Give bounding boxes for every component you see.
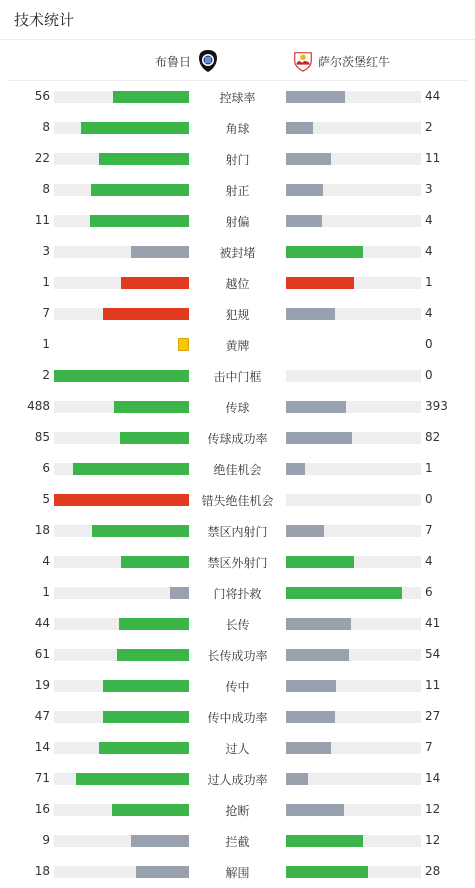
stats-list bbox=[0, 81, 475, 887]
stat-label: 拦截 bbox=[225, 835, 250, 849]
away-value: 7 bbox=[425, 523, 433, 537]
away-value: 4 bbox=[425, 306, 433, 320]
away-value: 12 bbox=[425, 833, 441, 847]
away-bar bbox=[286, 587, 402, 599]
away-bar-track bbox=[286, 494, 421, 506]
home-value: 11 bbox=[34, 213, 50, 227]
stat-label: 传球成功率 bbox=[207, 432, 268, 446]
stat-label: 传中成功率 bbox=[207, 711, 268, 725]
stat-row bbox=[0, 267, 475, 298]
stat-label: 传球 bbox=[225, 401, 250, 415]
home-value: 3 bbox=[42, 244, 50, 258]
home-bar-track bbox=[54, 215, 189, 227]
stat-label: 禁区外射门 bbox=[207, 556, 268, 570]
stat-row bbox=[0, 515, 475, 546]
away-bar-track bbox=[286, 866, 421, 878]
stat-label: 长传成功率 bbox=[207, 649, 268, 663]
away-value: 2 bbox=[425, 120, 433, 134]
away-bar-track bbox=[286, 246, 421, 258]
home-bar-track bbox=[54, 463, 189, 475]
stat-label: 过人 bbox=[225, 742, 250, 756]
away-bar-track bbox=[286, 680, 421, 692]
home-bar-track bbox=[54, 618, 189, 630]
away-bar bbox=[286, 463, 305, 475]
home-value: 8 bbox=[42, 182, 50, 196]
home-bar-track bbox=[54, 711, 189, 723]
away-bar-track bbox=[286, 525, 421, 537]
away-bar-track bbox=[286, 649, 421, 661]
away-bar bbox=[286, 711, 335, 723]
stat-row bbox=[0, 298, 475, 329]
away-value: 11 bbox=[425, 678, 441, 692]
home-bar-track bbox=[54, 556, 189, 568]
away-bar bbox=[286, 556, 354, 568]
away-value: 44 bbox=[425, 89, 441, 103]
home-bar-track bbox=[54, 91, 189, 103]
home-value: 8 bbox=[42, 120, 50, 134]
home-bar-track bbox=[54, 525, 189, 537]
stat-row bbox=[0, 422, 475, 453]
away-bar-track bbox=[286, 432, 421, 444]
away-team[interactable] bbox=[292, 49, 390, 73]
away-value: 14 bbox=[425, 771, 441, 785]
stat-row bbox=[0, 453, 475, 484]
stat-label: 被封堵 bbox=[219, 246, 256, 260]
club-brugge-crest-icon bbox=[197, 49, 219, 73]
stat-label: 控球率 bbox=[219, 91, 256, 105]
away-bar bbox=[286, 432, 352, 444]
stat-label: 门将扑救 bbox=[213, 587, 262, 601]
stat-label: 错失绝佳机会 bbox=[201, 494, 274, 508]
stat-row bbox=[0, 236, 475, 267]
stat-row bbox=[0, 670, 475, 701]
stat-row bbox=[0, 391, 475, 422]
stat-row bbox=[0, 329, 475, 360]
away-value: 1 bbox=[425, 275, 433, 289]
home-bar bbox=[73, 463, 189, 475]
home-value: 5 bbox=[42, 492, 50, 506]
home-value: 44 bbox=[34, 616, 50, 630]
away-bar bbox=[286, 246, 363, 258]
home-bar bbox=[76, 773, 189, 785]
away-bar-track bbox=[286, 556, 421, 568]
home-value: 61 bbox=[34, 647, 50, 661]
away-value: 28 bbox=[425, 864, 441, 878]
away-team-name: 萨尔茨堡红牛 bbox=[318, 54, 391, 69]
home-bar bbox=[117, 649, 189, 661]
home-bar bbox=[81, 122, 189, 134]
home-value: 18 bbox=[34, 864, 50, 878]
home-value: 71 bbox=[34, 771, 50, 785]
home-bar-track bbox=[54, 277, 189, 289]
away-value: 0 bbox=[425, 368, 433, 382]
home-value: 16 bbox=[34, 802, 50, 816]
teams-bar bbox=[8, 41, 467, 81]
stat-label: 黄牌 bbox=[225, 339, 250, 353]
home-value: 47 bbox=[34, 709, 50, 723]
home-bar bbox=[103, 308, 189, 320]
home-bar-track bbox=[54, 153, 189, 165]
stat-label: 射门 bbox=[225, 153, 250, 167]
away-bar bbox=[286, 618, 351, 630]
home-bar bbox=[170, 587, 189, 599]
stat-label: 角球 bbox=[225, 122, 250, 136]
away-bar bbox=[286, 773, 308, 785]
page-title: 技术统计 bbox=[14, 11, 75, 29]
stat-label: 犯规 bbox=[225, 308, 250, 322]
home-bar-track bbox=[54, 773, 189, 785]
away-value: 4 bbox=[425, 554, 433, 568]
stat-label: 抢断 bbox=[225, 804, 250, 818]
away-value: 6 bbox=[425, 585, 433, 599]
away-bar-track bbox=[286, 91, 421, 103]
away-bar bbox=[286, 525, 324, 537]
stat-row bbox=[0, 112, 475, 143]
away-bar-track bbox=[286, 215, 421, 227]
away-bar bbox=[286, 680, 336, 692]
away-value: 7 bbox=[425, 740, 433, 754]
home-bar bbox=[99, 153, 189, 165]
home-bar-track bbox=[54, 432, 189, 444]
home-value: 6 bbox=[42, 461, 50, 475]
stat-label: 过人成功率 bbox=[207, 773, 268, 787]
home-bar-track bbox=[54, 742, 189, 754]
home-value: 19 bbox=[34, 678, 50, 692]
home-bar-track bbox=[54, 494, 189, 506]
stat-row bbox=[0, 639, 475, 670]
home-value: 85 bbox=[34, 430, 50, 444]
away-bar-track bbox=[286, 122, 421, 134]
home-bar-track bbox=[54, 184, 189, 196]
home-bar-track bbox=[54, 370, 189, 382]
home-bar bbox=[121, 277, 189, 289]
away-bar bbox=[286, 649, 349, 661]
home-value: 56 bbox=[34, 89, 50, 103]
away-bar bbox=[286, 308, 335, 320]
stat-row bbox=[0, 577, 475, 608]
stat-row bbox=[0, 143, 475, 174]
home-value: 4 bbox=[42, 554, 50, 568]
home-bar bbox=[92, 525, 189, 537]
home-bar bbox=[119, 618, 189, 630]
page-header bbox=[0, 0, 475, 40]
stat-label: 击中门框 bbox=[213, 370, 262, 384]
away-value: 1 bbox=[425, 461, 433, 475]
stat-row bbox=[0, 546, 475, 577]
stat-label: 长传 bbox=[225, 618, 250, 632]
home-bar bbox=[120, 432, 189, 444]
away-bar bbox=[286, 866, 368, 878]
away-bar bbox=[286, 153, 331, 165]
stat-label: 射偏 bbox=[225, 215, 250, 229]
home-bar bbox=[114, 401, 189, 413]
home-bar-track bbox=[54, 122, 189, 134]
stat-label: 绝佳机会 bbox=[213, 463, 262, 477]
stat-row bbox=[0, 794, 475, 825]
stat-row bbox=[0, 856, 475, 887]
away-bar-track bbox=[286, 184, 421, 196]
home-team-name: 布鲁日 bbox=[154, 54, 191, 69]
home-value: 2 bbox=[42, 368, 50, 382]
away-bar bbox=[286, 184, 323, 196]
home-bar bbox=[54, 370, 189, 382]
away-bar-track bbox=[286, 277, 421, 289]
stat-label: 射正 bbox=[225, 184, 250, 198]
home-value: 1 bbox=[42, 585, 50, 599]
home-bar bbox=[136, 866, 189, 878]
home-bar-track bbox=[54, 680, 189, 692]
home-bar-track bbox=[54, 804, 189, 816]
home-value: 1 bbox=[42, 337, 50, 351]
home-team[interactable] bbox=[155, 49, 219, 73]
away-value: 3 bbox=[425, 182, 433, 196]
away-bar bbox=[286, 122, 313, 134]
stat-row bbox=[0, 825, 475, 856]
away-bar-track bbox=[286, 711, 421, 723]
home-bar-track bbox=[54, 649, 189, 661]
away-value: 0 bbox=[425, 492, 433, 506]
home-bar-track bbox=[54, 835, 189, 847]
away-bar-track bbox=[286, 153, 421, 165]
home-value: 18 bbox=[34, 523, 50, 537]
away-value: 393 bbox=[425, 399, 448, 413]
stat-label: 禁区内射门 bbox=[207, 525, 268, 539]
home-bar bbox=[103, 711, 189, 723]
away-bar bbox=[286, 742, 331, 754]
away-bar bbox=[286, 401, 346, 413]
stat-row bbox=[0, 205, 475, 236]
away-bar-track bbox=[286, 401, 421, 413]
home-bar-track bbox=[54, 246, 189, 258]
away-bar bbox=[286, 277, 354, 289]
stat-row bbox=[0, 174, 475, 205]
home-value: 14 bbox=[34, 740, 50, 754]
away-bar-track bbox=[286, 773, 421, 785]
home-bar bbox=[99, 742, 189, 754]
away-bar-track bbox=[286, 587, 421, 599]
home-bar bbox=[54, 494, 189, 506]
stat-row bbox=[0, 81, 475, 112]
home-bar-track bbox=[54, 308, 189, 320]
away-bar bbox=[286, 804, 344, 816]
away-value: 54 bbox=[425, 647, 441, 661]
home-value: 1 bbox=[42, 275, 50, 289]
home-bar bbox=[131, 246, 189, 258]
home-value: 488 bbox=[27, 399, 50, 413]
home-bar bbox=[113, 91, 189, 103]
away-value: 4 bbox=[425, 213, 433, 227]
home-bar-track bbox=[54, 866, 189, 878]
home-bar bbox=[103, 680, 189, 692]
home-bar-track bbox=[54, 401, 189, 413]
away-bar-track bbox=[286, 463, 421, 475]
away-bar bbox=[286, 835, 363, 847]
away-bar-track bbox=[286, 835, 421, 847]
rb-salzburg-crest-icon bbox=[292, 49, 314, 73]
away-value: 4 bbox=[425, 244, 433, 258]
away-bar-track bbox=[286, 742, 421, 754]
stat-row bbox=[0, 763, 475, 794]
away-bar-track bbox=[286, 308, 421, 320]
home-bar bbox=[90, 215, 189, 227]
stat-row bbox=[0, 701, 475, 732]
away-bar bbox=[286, 215, 322, 227]
stat-row bbox=[0, 608, 475, 639]
away-bar-track bbox=[286, 618, 421, 630]
home-bar bbox=[112, 804, 189, 816]
home-value: 7 bbox=[42, 306, 50, 320]
stat-label: 越位 bbox=[225, 277, 250, 291]
yellow-card-icon bbox=[178, 338, 189, 351]
stat-label: 解围 bbox=[225, 866, 250, 880]
away-bar-track bbox=[286, 804, 421, 816]
home-bar bbox=[121, 556, 189, 568]
away-value: 11 bbox=[425, 151, 441, 165]
away-value: 82 bbox=[425, 430, 441, 444]
away-value: 27 bbox=[425, 709, 441, 723]
away-bar-track bbox=[286, 370, 421, 382]
home-bar-track bbox=[54, 587, 189, 599]
away-value: 12 bbox=[425, 802, 441, 816]
stat-row bbox=[0, 732, 475, 763]
away-value: 0 bbox=[425, 337, 433, 351]
stat-row bbox=[0, 360, 475, 391]
home-bar bbox=[91, 184, 189, 196]
away-value: 41 bbox=[425, 616, 441, 630]
away-bar bbox=[286, 91, 345, 103]
stat-label: 传中 bbox=[225, 680, 250, 694]
home-value: 22 bbox=[34, 151, 50, 165]
home-bar bbox=[131, 835, 189, 847]
home-value: 9 bbox=[42, 833, 50, 847]
stat-row bbox=[0, 484, 475, 515]
